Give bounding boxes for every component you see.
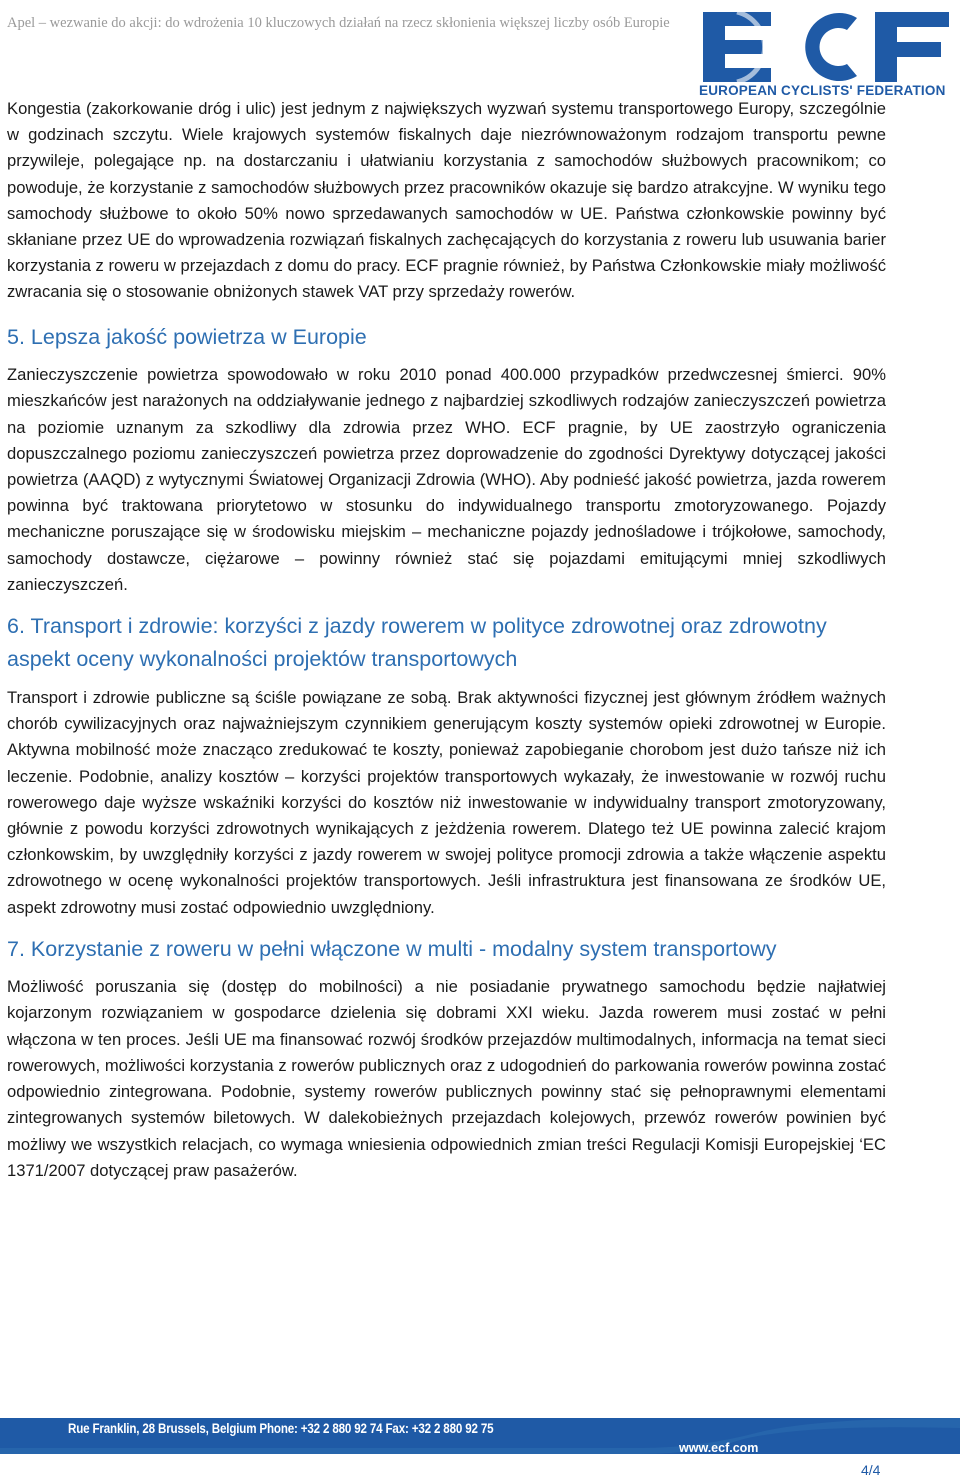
section-6-paragraph: Transport i zdrowie publiczne są ściśle powiązane ze sobą. Brak aktywności fizycznej jest głównym źródłem ważnych chorób cywilizacyjnych oraz najważniejszym czynnikiem generującym koszty systemów opieki zdrowotnej w Europie. Aktywna mobilność może znacząco zredukować te koszty, ponieważ zapobieganie chorobom jest dużo tańsze niż ich leczenie. Podobnie, analizy kosztów – korzyści projektów transportowych wykazały, że inwestowanie w rozwój ruchu rowerowego daje wyższe wskaźniki korzyści do kosztów niż inwestowanie w indywidualny transport zmotoryzowany, głównie z powodu korzyści zdrowotnych wynikających z jeżdżenia rowerem. Dlatego też UE powinna zalecić krajom członkowskim, by uwzględniły korzyści z jazdy rowerem w swojej polityce promocji zdrowia a także włączenie aspektu zdrowotnego w ocenę wykonalności projektów transportowych. Jeśli infrastruktura jest finansowana ze środków UE, aspekt zdrowotny musi zostać odpowiednio uwzględniony. — [7, 687, 886, 917]
document-body — [7, 96, 886, 1184]
section-7-heading: 7. Korzystanie z roweru w pełni włączone w multi - modalny system transportowy — [7, 936, 777, 961]
section-6-heading: 6. Transport i zdrowie: korzyści z jazdy rowerem w polityce zdrowotnej oraz zdrowotny aspekt oceny wykonalności projektów transportowych — [7, 613, 827, 672]
ecf-logo — [697, 6, 955, 100]
document-title: Apel – wezwanie do akcji: do wdrożenia 10 kluczowych działań na rzecz skłonienia większej liczby osób Europie — [7, 15, 670, 31]
ecf-logo-mark — [697, 6, 955, 86]
intro-paragraph: Kongestia (zakorkowanie dróg i ulic) jest jednym z największych wyzwań systemu transportowego Europy, szczególnie w godzinach szczytu. Wiele krajowych systemów fiskalnych daje niezrównoważonym rodzajom transportu pewne przywileje, polegające np. na dostarczaniu i ułatwianiu korzystania z samochodów służbowych pracownikom; co powoduje, że korzystanie z samochodów służbowych przez pracowników okazuje się bardzo atrakcyjne. W wyniku tego samochody służbowe to około 50% nowo sprzedawanych samochodów w UE. Państwa członkowskie powinny być skłaniane przez UE do wprowadzenia rozwiązań fiskalnych zachęcających do korzystania z roweru lub usuwania barier korzystania z roweru w przejazdach z domu do pracy. ECF pragnie również, by Państwa Członkowskie miały możliwość zwracania się o stosowanie obniżonych stawek VAT przy sprzedaży rowerów. — [7, 99, 886, 302]
footer-website-link[interactable]: www.ecf.com — [679, 1441, 759, 1455]
section-7-paragraph: Możliwość poruszania się (dostęp do mobilności) a nie posiadanie prywatnego samochodu będzie najłatwiej kojarzonym rozwiązaniem w gospodarce dzielenia się dobrami XXI wieku. Jazda rowerem musi zostać w pełni włączona w ten proces. Jeśli UE ma finansować rozwój środków przejazdów multimodalnych, informacja na temat sieci rowerowych, możliwości korzystania z rowerów publicznych oraz z udogodnień do parkowania rowerów powinna zostać odpowiednio zintegrowana. Podobnie, systemy rowerów publicznych powinny stać się pełnoprawnymi elementami zintegrowanych systemów biletowych. W dalekobieżnych przejazdach kolejowych, przewóz rowerów powinien być możliwy we wszystkich relacjach, co wymaga wniesienia odpowiednich zmian treści Regulacji Komisji Europejskiej ‘EC 1371/2007 dotyczącej praw pasażerów. — [7, 977, 886, 1180]
logo-subtitle: EUROPEAN CYCLISTS' FEDERATION — [699, 83, 946, 98]
footer-address: Rue Franklin, 28 Brussels, Belgium Phone: +32 2 880 92 74 Fax: +32 2 880 92 75 — [68, 1421, 494, 1436]
section-5-paragraph: Zanieczyszczenie powietrza spowodowało w roku 2010 ponad 400.000 przypadków przedwczesnej śmierci. 90% mieszkańców jest narażonych na oddziaływanie jednego z najbardziej szkodliwych rodzajów zanieczyszczeń powietrza na poziomie uznanym za szkodliwy dla zdrowia przez WHO. ECF pragnie, by UE zaostrzyło ograniczenia dopuszczalnego poziomu zanieczyszczeń powietrza przez doprowadzenie do zgodności Dyrektywy dotyczącej jakości powietrza (AAQD) z wytycznymi Światowej Organizacji Zdrowia (WHO). Aby podnieść jakość powietrza, jazda rowerem powinna być traktowana priorytetowo w stosunku do indywidualnego transportu zmotoryzowanego. Pojazdy mechaniczne poruszające się w środowisku miejskim – mechaniczne pojazdy jednośladowe i trójkołowe, samochody, samochody dostawcze, ciężarowe – powinny również stać się pojazdami emitującymi mniej szkodliwych zanieczyszczeń. — [7, 365, 886, 594]
page-number: 4/4 — [861, 1462, 881, 1478]
section-5-heading: 5. Lepsza jakość powietrza w Europie — [7, 324, 367, 349]
